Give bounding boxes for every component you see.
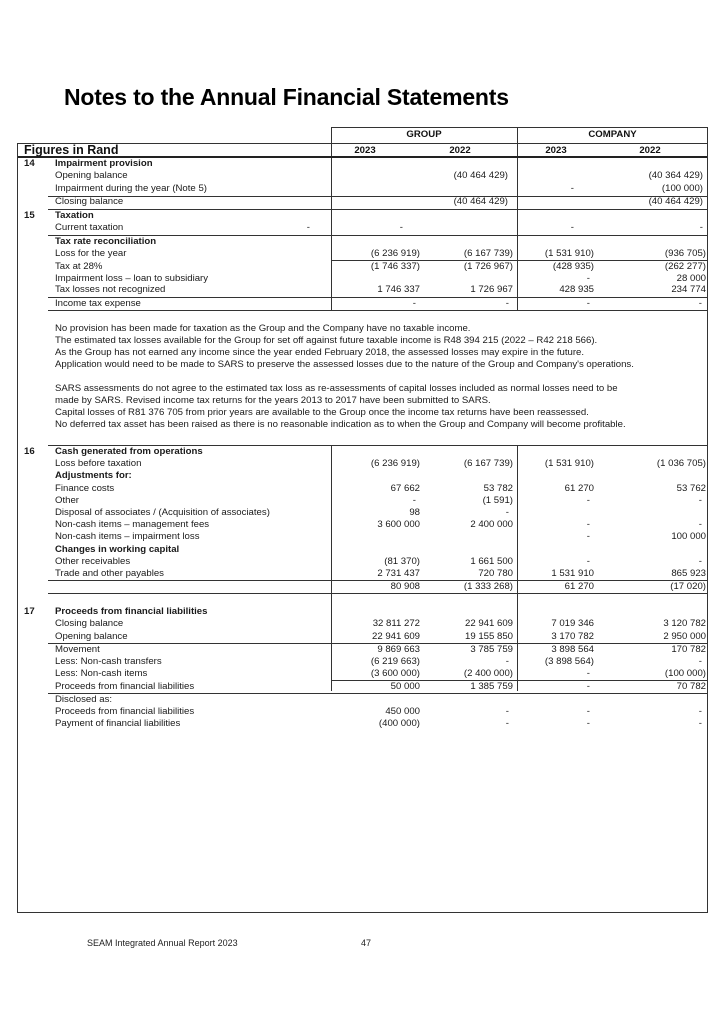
page-title: Notes to the Annual Financial Statements xyxy=(64,84,509,110)
cell-group-2023: (81 370) xyxy=(384,556,420,567)
cell-group-2022: - xyxy=(399,222,403,233)
cell-company-2023: 428 935 xyxy=(559,284,594,295)
cell-group-2022: 22 941 609 xyxy=(464,618,513,629)
cell-company-2022: 70 782 xyxy=(676,681,706,692)
cell-group-2023: 67 662 xyxy=(390,483,420,494)
cell-group-2022: (2 400 000) xyxy=(463,668,513,679)
cell-group-2023: - xyxy=(412,298,416,309)
group-2023-header: 2023 xyxy=(354,145,376,156)
cell-company-2023: - xyxy=(570,183,574,194)
note-number: 14 xyxy=(24,158,35,169)
cell-company-2022: 2 950 000 xyxy=(663,631,706,642)
total-line xyxy=(48,209,708,210)
cell-company-2022: - xyxy=(698,556,702,567)
cell-company-2023: (40 464 429) xyxy=(453,196,508,207)
cell-group-2022: (6 167 739) xyxy=(463,458,513,469)
cell-group-2022: 2 400 000 xyxy=(470,519,513,530)
cell-group-2022: 1 661 500 xyxy=(470,556,513,567)
row-label: Adjustments for: xyxy=(55,470,132,481)
cell-group-2023: 22 941 609 xyxy=(371,631,420,642)
company-column-line xyxy=(517,446,518,592)
cell-group-2023: (3 600 000) xyxy=(370,668,420,679)
cell-group-2023: (400 000) xyxy=(378,718,420,729)
tax-note-paragraph: The estimated tax losses available for the Group for set off against future taxable income is R48 394 215 (2022 – R42 218 566). xyxy=(55,335,598,346)
cell-company-2023: - xyxy=(586,706,590,717)
total-line xyxy=(48,310,708,311)
row-label: Impairment during the year (Note 5) xyxy=(55,183,207,194)
note-heading: Impairment provision xyxy=(55,158,153,169)
cell-company-2022: - xyxy=(698,656,702,667)
cell-company-2023: - xyxy=(586,681,590,692)
cell-company-2022: 234 774 xyxy=(671,284,706,295)
tax-note-paragraph: Capital losses of R81 376 705 from prior years are available to the Group once the income tax returns have been reassessed. xyxy=(55,407,589,418)
row-label: Income tax expense xyxy=(55,298,141,309)
cell-company-2023: 61 270 xyxy=(564,483,594,494)
cell-group-2023: 80 908 xyxy=(390,581,420,592)
subtotal-line xyxy=(331,680,708,681)
cell-group-2023: (6 236 919) xyxy=(370,458,420,469)
cell-company-2022: (40 364 429) xyxy=(648,170,703,181)
cell-company-2022: (100 000) xyxy=(661,183,703,194)
cell-company-2022: 53 762 xyxy=(676,483,706,494)
cell-group-2022: (1 591) xyxy=(482,495,513,506)
cell-group-2023: 2 731 437 xyxy=(377,568,420,579)
row-label: Closing balance xyxy=(55,196,124,207)
row-label: Movement xyxy=(55,644,100,655)
note-heading: Cash generated from operations xyxy=(55,446,203,457)
cell-group-2023: (1 746 337) xyxy=(370,261,420,272)
cell-group-2023: 50 000 xyxy=(390,681,420,692)
cell-company-2022: (40 464 429) xyxy=(648,196,703,207)
company-2022-header: 2022 xyxy=(639,145,661,156)
row-label: Non-cash items – impairment loss xyxy=(55,531,200,542)
cell-company-2023: (1 531 910) xyxy=(544,248,594,259)
cell-group-2023: 450 000 xyxy=(385,706,420,717)
row-label: Other receivables xyxy=(55,556,131,567)
row-label: Tax losses not recognized xyxy=(55,284,166,295)
cell-company-2023: - xyxy=(586,556,590,567)
cell-company-2022: - xyxy=(698,706,702,717)
company-2023-header: 2023 xyxy=(545,145,567,156)
cell-company-2023: - xyxy=(586,531,590,542)
row-label: Current taxation xyxy=(55,222,124,233)
cell-group-2023: 9 869 663 xyxy=(377,644,420,655)
tax-note-paragraph: SARS assessments do not agree to the estimated tax loss as re-assessments of capital losses included as normal losses need to be xyxy=(55,383,618,394)
note-number: 15 xyxy=(24,210,35,221)
row-label: Non-cash items – management fees xyxy=(55,519,210,530)
row-label: Impairment loss – loan to subsidiary xyxy=(55,273,209,284)
cell-group-2023: 98 xyxy=(409,507,420,518)
cell-company-2022: - xyxy=(698,519,702,530)
row-label: Trade and other payables xyxy=(55,568,164,579)
cell-company-2023: - xyxy=(586,273,590,284)
cell-company-2023: (40 464 429) xyxy=(453,170,508,181)
row-label: Changes in working capital xyxy=(55,544,180,555)
cell-company-2023: - xyxy=(586,718,590,729)
cell-company-2023: - xyxy=(586,495,590,506)
cell-company-2022: 865 923 xyxy=(671,568,706,579)
cell-company-2022: 100 000 xyxy=(671,531,706,542)
cell-company-2023: 7 019 346 xyxy=(551,618,594,629)
cell-company-2022: - xyxy=(698,495,702,506)
cell-company-2023: - xyxy=(586,298,590,309)
footer-report-name: SEAM Integrated Annual Report 2023 xyxy=(87,938,238,948)
tax-note-paragraph: made by SARS. Revised income tax returns for the years 2013 to 2017 have been submitted to SARS. xyxy=(55,395,491,406)
cell-group-2022: - xyxy=(505,298,509,309)
cell-company-2023: - xyxy=(570,222,574,233)
cell-company-2023: (3 898 564) xyxy=(544,656,594,667)
cell-company-2022: 170 782 xyxy=(671,644,706,655)
row-label: Loss for the year xyxy=(55,248,127,259)
subtotal-line xyxy=(48,196,708,197)
cell-company-2023: 1 531 910 xyxy=(551,568,594,579)
cell-company-2022: - xyxy=(698,298,702,309)
row-label: Opening balance xyxy=(55,631,128,642)
cell-group-2023: 32 811 272 xyxy=(372,618,420,629)
cell-group-2022: - xyxy=(505,507,509,518)
row-label: Opening balance xyxy=(55,170,128,181)
cell-group-2022: 1 385 759 xyxy=(470,681,513,692)
subtotal-line xyxy=(48,580,708,581)
cell-company-2022: - xyxy=(698,718,702,729)
cell-company-2022: (1 036 705) xyxy=(656,458,706,469)
tax-note-paragraph: No deferred tax asset has been raised as there is no reasonable indication as to when the Group and Company will become profitable. xyxy=(55,419,626,430)
cell-company-2023: 3 898 564 xyxy=(551,644,594,655)
note-number: 16 xyxy=(24,446,35,457)
cell-company-2023: - xyxy=(586,519,590,530)
row-label: Loss before taxation xyxy=(55,458,142,469)
row-label: Closing balance xyxy=(55,618,124,629)
subtotal-line xyxy=(48,643,708,644)
group-column-line xyxy=(331,446,332,592)
cell-group-2023: 1 746 337 xyxy=(377,284,420,295)
cell-group-2022: 19 155 850 xyxy=(464,631,513,642)
cell-group-2022: (1 333 268) xyxy=(463,581,513,592)
cell-group-2022: 720 780 xyxy=(478,568,513,579)
cell-group-2022: - xyxy=(505,706,509,717)
note-number: 17 xyxy=(24,606,35,617)
row-label: Other xyxy=(55,495,79,506)
cell-company-2022: (262 277) xyxy=(664,261,706,272)
tax-note-paragraph: Application would need to be made to SARS to preserve the assessed losses due to the nature of the Group and Company's operations. xyxy=(55,359,634,370)
total-line xyxy=(48,593,708,594)
cell-company-2022: (100 000) xyxy=(664,668,706,679)
footer-page-number: 47 xyxy=(361,938,372,948)
cell-group-2022: 1 726 967 xyxy=(470,284,513,295)
total-line xyxy=(48,693,708,694)
company-column-line xyxy=(517,592,518,691)
cell-group-2022: 53 782 xyxy=(483,483,513,494)
note-heading: Taxation xyxy=(55,210,94,221)
row-label: Tax at 28% xyxy=(55,261,103,272)
cell-group-2023: (6 219 663) xyxy=(370,656,420,667)
cell-company-2023: - xyxy=(586,668,590,679)
subtotal-line xyxy=(48,297,708,298)
cell-company-2023: 61 270 xyxy=(564,581,594,592)
row-label: Disposal of associates / (Acquisition of associates) xyxy=(55,507,270,518)
cell-group-2023: - xyxy=(412,495,416,506)
row-label: Less: Non-cash transfers xyxy=(55,656,162,667)
row-label: Disclosed as: xyxy=(55,694,113,705)
cell-company-2022: (936 705) xyxy=(664,248,706,259)
group-2022-header: 2022 xyxy=(449,145,471,156)
cell-group-2022: (1 726 967) xyxy=(463,261,513,272)
cell-group-2022: 3 785 759 xyxy=(470,644,513,655)
cell-group-2022: (6 167 739) xyxy=(463,248,513,259)
cell-company-2022: (17 020) xyxy=(670,581,706,592)
group-header: GROUP xyxy=(406,129,442,140)
subheading: Tax rate reconciliation xyxy=(55,236,157,247)
cell-company-2023: (1 531 910) xyxy=(544,458,594,469)
cell-group-2023: (6 236 919) xyxy=(370,248,420,259)
tax-note-paragraph: As the Group has not earned any income since the year ended February 2018, the assessed losses may expire in the future. xyxy=(55,347,585,358)
figures-in-rand-label: Figures in Rand xyxy=(24,143,119,157)
cell-company-2023: (428 935) xyxy=(552,261,594,272)
cell-group-2023: - xyxy=(306,222,310,233)
group-column-line xyxy=(331,592,332,691)
row-label: Proceeds from financial liabilities xyxy=(55,706,195,717)
row-label: Proceeds from financial liabilities xyxy=(55,681,195,692)
cell-group-2022: - xyxy=(505,718,509,729)
cell-company-2022: 3 120 782 xyxy=(663,618,706,629)
row-label: Payment of financial liabilities xyxy=(55,718,181,729)
tax-note-paragraph: No provision has been made for taxation as the Group and the Company have no taxable income. xyxy=(55,323,471,334)
cell-company-2023: 3 170 782 xyxy=(551,631,594,642)
row-label: Less: Non-cash items xyxy=(55,668,148,679)
cell-company-2022: 28 000 xyxy=(676,273,706,284)
note-heading: Proceeds from financial liabilities xyxy=(55,606,208,617)
cell-group-2023: 3 600 000 xyxy=(377,519,420,530)
row-label: Finance costs xyxy=(55,483,115,494)
cell-group-2022: - xyxy=(505,656,509,667)
cell-company-2022: - xyxy=(699,222,703,233)
company-header: COMPANY xyxy=(588,129,637,140)
